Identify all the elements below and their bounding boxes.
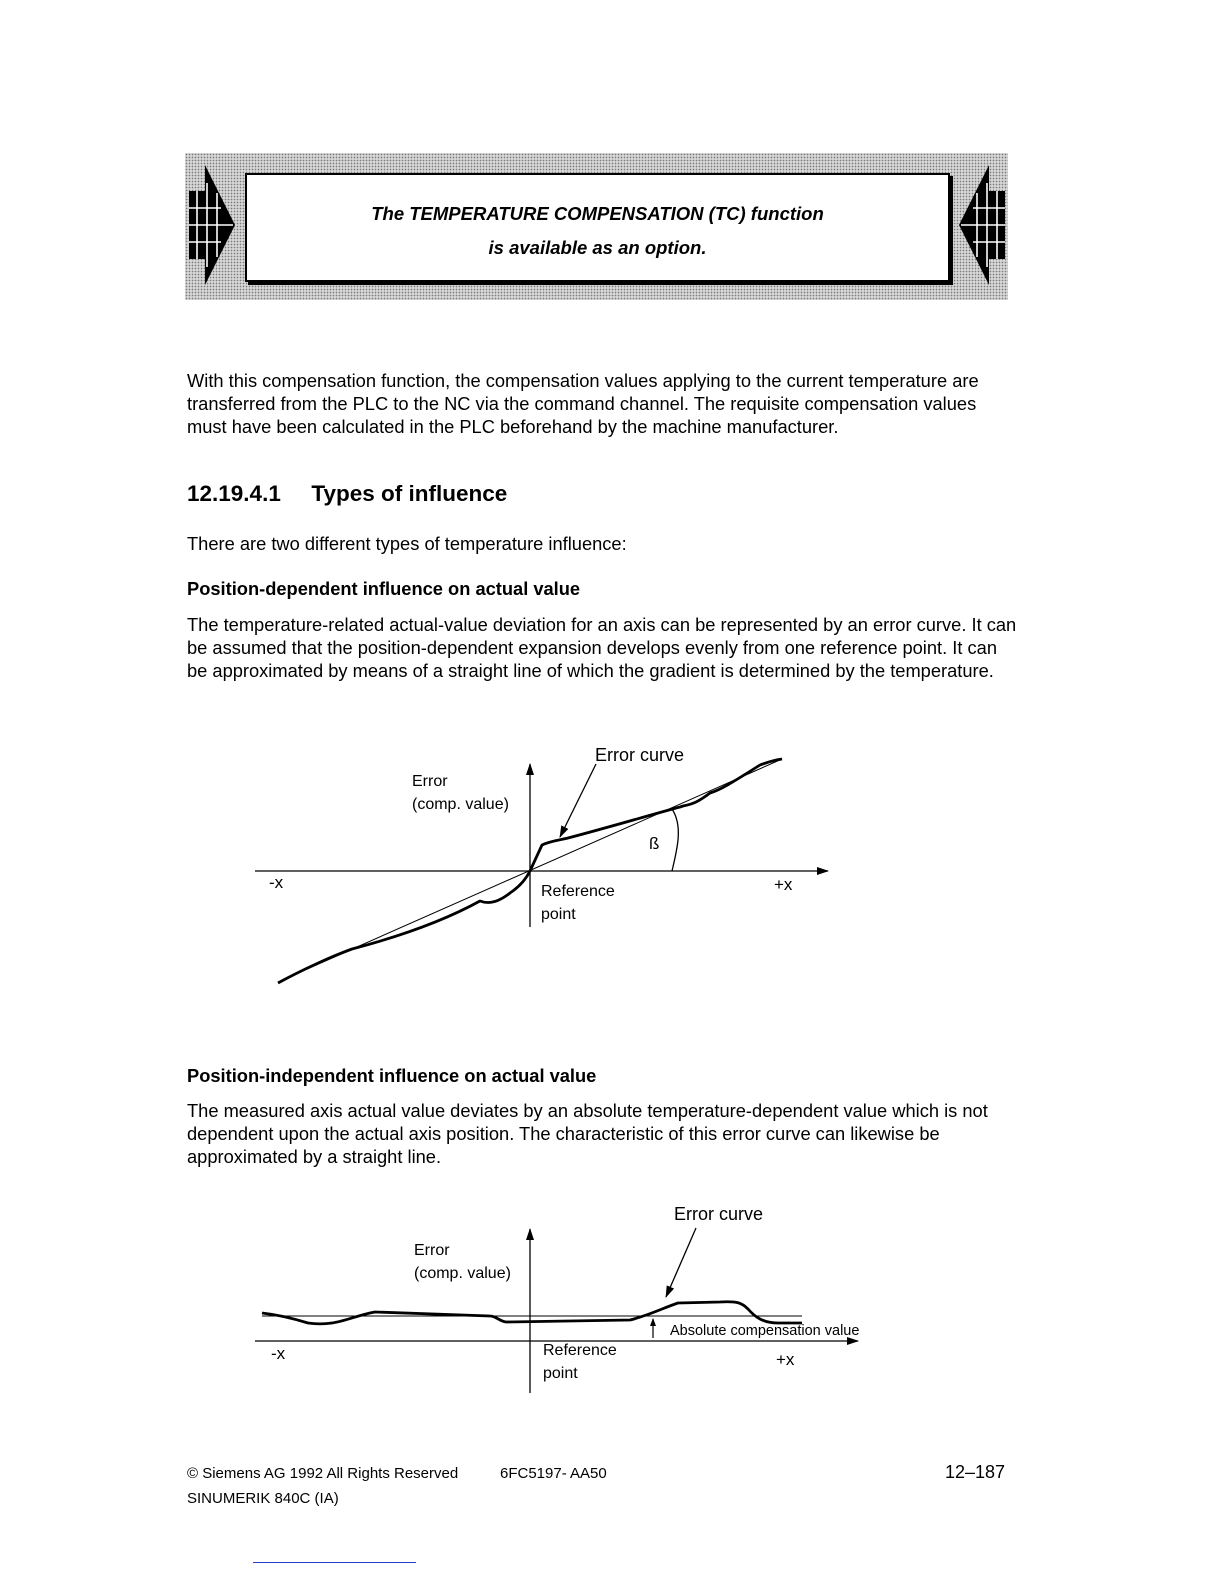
angle-arc	[672, 809, 678, 871]
link-underline	[253, 1562, 416, 1563]
notice-text-box	[245, 173, 950, 282]
independent-paragraph: The measured axis actual value deviates by an absolute temperature-dependent value which is not dependent upon the actual axis position. The characteristic of this error curve can likewise be approximated by a straight line.	[187, 1100, 988, 1167]
neg-x-label: -x	[271, 1344, 286, 1363]
y-axis-label-2: (comp. value)	[412, 796, 509, 813]
reference-label-1: Reference	[541, 883, 615, 900]
notice-line-1: The TEMPERATURE COMPENSATION (TC) function	[371, 203, 824, 224]
error-curve-pointer	[666, 1228, 696, 1297]
section-intro: There are two different types of temperature influence:	[187, 533, 627, 554]
page-number: 12–187	[945, 1462, 1006, 1482]
y-axis-label-2: (comp. value)	[414, 1265, 511, 1282]
neg-x-label: -x	[269, 873, 284, 892]
pos-x-label: +x	[774, 875, 793, 894]
reference-label-1: Reference	[543, 1342, 617, 1359]
footer-product: SINUMERIK 840C (IA)	[187, 1490, 339, 1507]
footer-copyright: © Siemens AG 1992 All Rights Reserved	[187, 1465, 459, 1482]
section-number: 12.19.4.1	[187, 481, 281, 506]
error-curve-label: Error curve	[595, 745, 685, 765]
option-notice-banner	[185, 153, 1008, 300]
notice-line-2: is available as an option.	[488, 237, 707, 258]
dependent-paragraph: The temperature-related actual-value deviation for an axis can be represented by an error curve. It can be assumed that the position-dependent expansion develops evenly from one reference point. It can be approximated by means of a straight line of which the gradient is determined by the temperature.	[187, 614, 1017, 681]
error-curve-label: Error curve	[674, 1204, 764, 1224]
error-curve-pointer	[560, 764, 596, 837]
angle-label: ß	[649, 834, 660, 853]
position-independent-diagram	[250, 1195, 880, 1400]
error-curve-line	[262, 1302, 802, 1324]
y-axis-label-1: Error	[412, 773, 448, 790]
reference-label-2: point	[543, 1365, 578, 1382]
arrow-left-icon	[957, 163, 1007, 288]
independent-heading: Position-independent influence on actual value	[187, 1065, 597, 1086]
abs-value-label: Absolute compensation value	[670, 1323, 860, 1339]
reference-label-2: point	[541, 906, 576, 923]
section-heading	[187, 481, 507, 507]
pos-x-label: +x	[776, 1350, 795, 1369]
intro-paragraph: With this compensation function, the compensation values applying to the current temperature are transferred from the PLC to the NC via the command channel. The requisite compensation values must have been calculated in the PLC beforehand by the machine manufacturer.	[187, 370, 979, 437]
y-axis-label-1: Error	[414, 1242, 450, 1259]
footer-order-number: 6FC5197- AA50	[500, 1465, 607, 1482]
dependent-heading: Position-dependent influence on actual value	[187, 578, 581, 599]
arrow-right-icon	[187, 163, 237, 288]
section-title: Types of influence	[311, 481, 508, 506]
position-dependent-diagram	[250, 735, 850, 995]
